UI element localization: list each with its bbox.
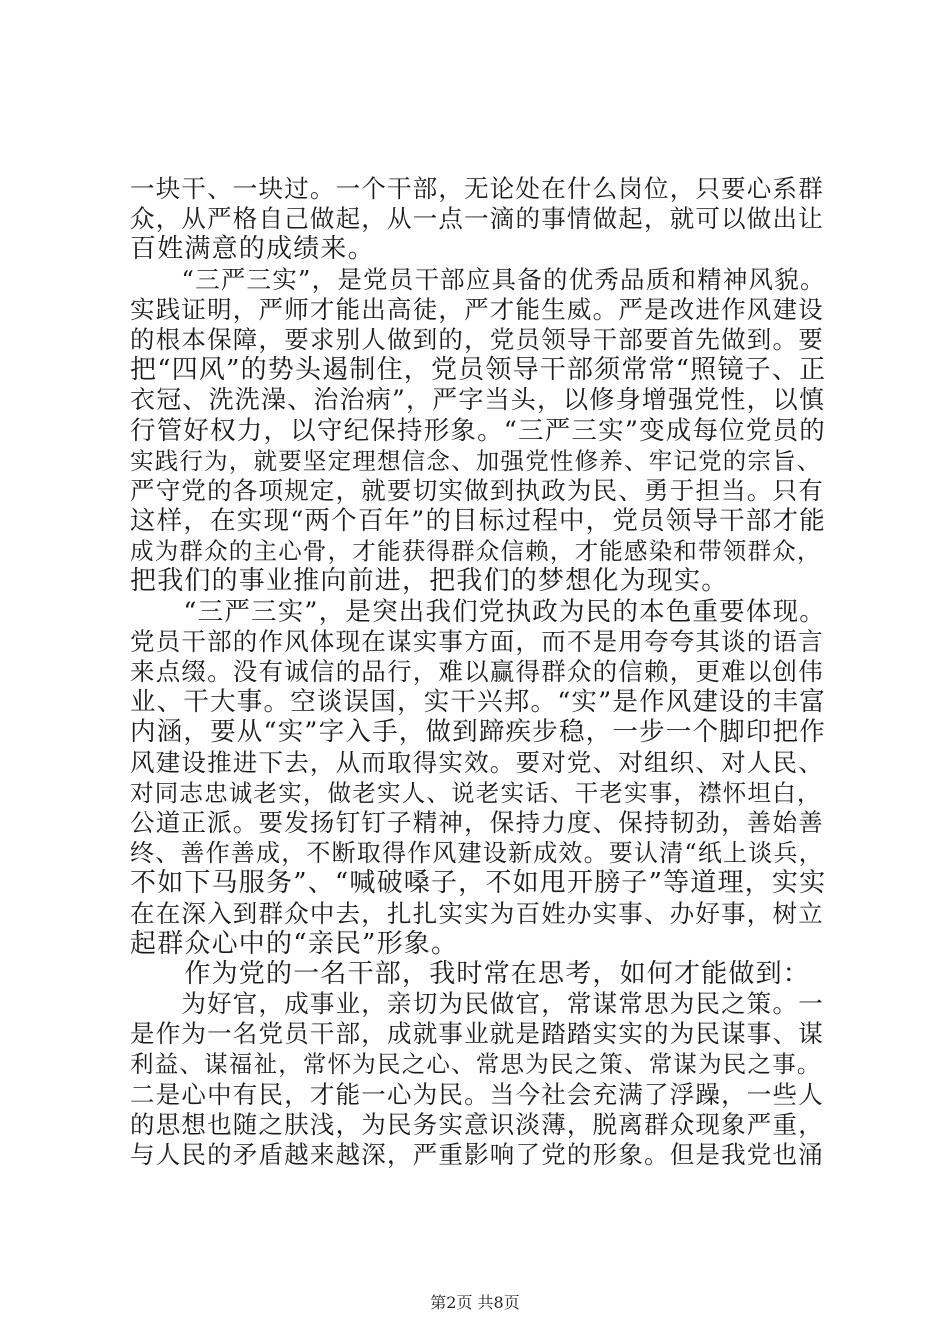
page-footer: 第2页 共8页 xyxy=(430,1293,520,1312)
text-line: 行管好权力，以守纪保持形象。“三严三实”变成每位党员的 xyxy=(130,415,826,446)
text-line: “三严三实”，是突出我们党执政为民的本色重要体现。 xyxy=(130,596,826,627)
text-line: 众，从严格自己做起，从一点一滴的事情做起，就可以做出让 xyxy=(130,204,824,234)
text-line: 衣冠、洗洗澡、治治病”，严字当头，以修身增强党性，以慎 xyxy=(130,385,826,415)
text-line: 实践行为，就要坚定理想信念、加强党性修养、牢记党的宗旨、 xyxy=(130,446,822,475)
text-line: 在在深入到群众中去，扎扎实实为百姓办实事、办好事，树立 xyxy=(130,898,824,928)
text-line: 百姓满意的成绩来。 xyxy=(130,234,375,265)
text-line: 风建设推进下去，从而取得实效。要对党、对组织、对人民、 xyxy=(130,747,824,777)
text-line: 与人民的矛盾越来越深，严重影响了党的形象。但是我党也涌 xyxy=(130,1140,824,1169)
text-line: 终、善作善成，不断取得作风建设新成效。要认清“纸上谈兵， xyxy=(130,839,824,868)
text-line: 的思想也随之肤浅，为民务实意识淡薄，脱离群众现象严重， xyxy=(130,1109,824,1139)
text-line: 一块干、一块过。一个干部，无论处在什么岗位，只要心系群 xyxy=(130,174,824,203)
text-line: 不如下马服务”、“喊破嗓子，不如甩开膀子”等道理，实实 xyxy=(130,868,827,899)
text-line: 作为党的一名干部，我时常在思考，如何才能做到： xyxy=(130,958,811,989)
text-line: “三严三实”，是党员干部应具备的优秀品质和精神风貌。 xyxy=(130,264,826,294)
text-line: 这样，在实现“两个百年”的目标过程中，党员领导干部才能 xyxy=(130,506,826,537)
text-line: 是作为一名党员干部，成就事业就是踏踏实实的为民谋事、谋 xyxy=(130,1019,824,1049)
text-line: 来点缀。没有诚信的品行，难以赢得群众的信赖，更难以创伟 xyxy=(130,657,824,686)
text-line: 把我们的事业推向前进，把我们的梦想化为现实。 xyxy=(130,566,729,597)
text-line: 为好官，成事业，亲切为民做官，常谋常思为民之策。一 xyxy=(130,989,824,1019)
text-line: 严守党的各项规定，就要切实做到执政为民、勇于担当。只有 xyxy=(130,475,824,505)
document-body xyxy=(130,174,830,1170)
text-line: 起群众心中的“亲民”形象。 xyxy=(130,928,459,959)
text-line: 把“四风”的势头遏制住，党员领导干部须常常“照镜子、正 xyxy=(130,355,827,386)
text-line: 二是心中有民，才能一心为民。当今社会充满了浮躁，一些人 xyxy=(130,1079,824,1109)
text-line: 党员干部的作风体现在谋实事方面，而不是用夸夸其谈的语言 xyxy=(130,626,824,656)
text-line: 的根本保障，要求别人做到的，党员领导干部要首先做到。要 xyxy=(130,324,824,354)
text-line: 内涵，要从“实”字入手，做到蹄疾步稳，一步一个脚印把作 xyxy=(130,717,826,748)
text-line: 公道正派。要发扬钉钉子精神，保持力度、保持韧劲，善始善 xyxy=(130,807,824,837)
text-line: 对同志忠诚老实，做老实人、说老实话、干老实事，襟怀坦白， xyxy=(130,778,822,807)
text-line: 成为群众的主心骨，才能获得群众信赖，才能感染和带领群众， xyxy=(130,537,822,566)
text-line: 利益、谋福祉，常怀为民之心、常思为民之策、常谋为民之事。 xyxy=(130,1050,822,1079)
text-line: 实践证明，严师才能出高徒，严才能生威。严是改进作风建设 xyxy=(130,294,824,324)
text-line: 业、干大事。空谈误国，实干兴邦。“实”是作风建设的丰富 xyxy=(130,687,826,718)
